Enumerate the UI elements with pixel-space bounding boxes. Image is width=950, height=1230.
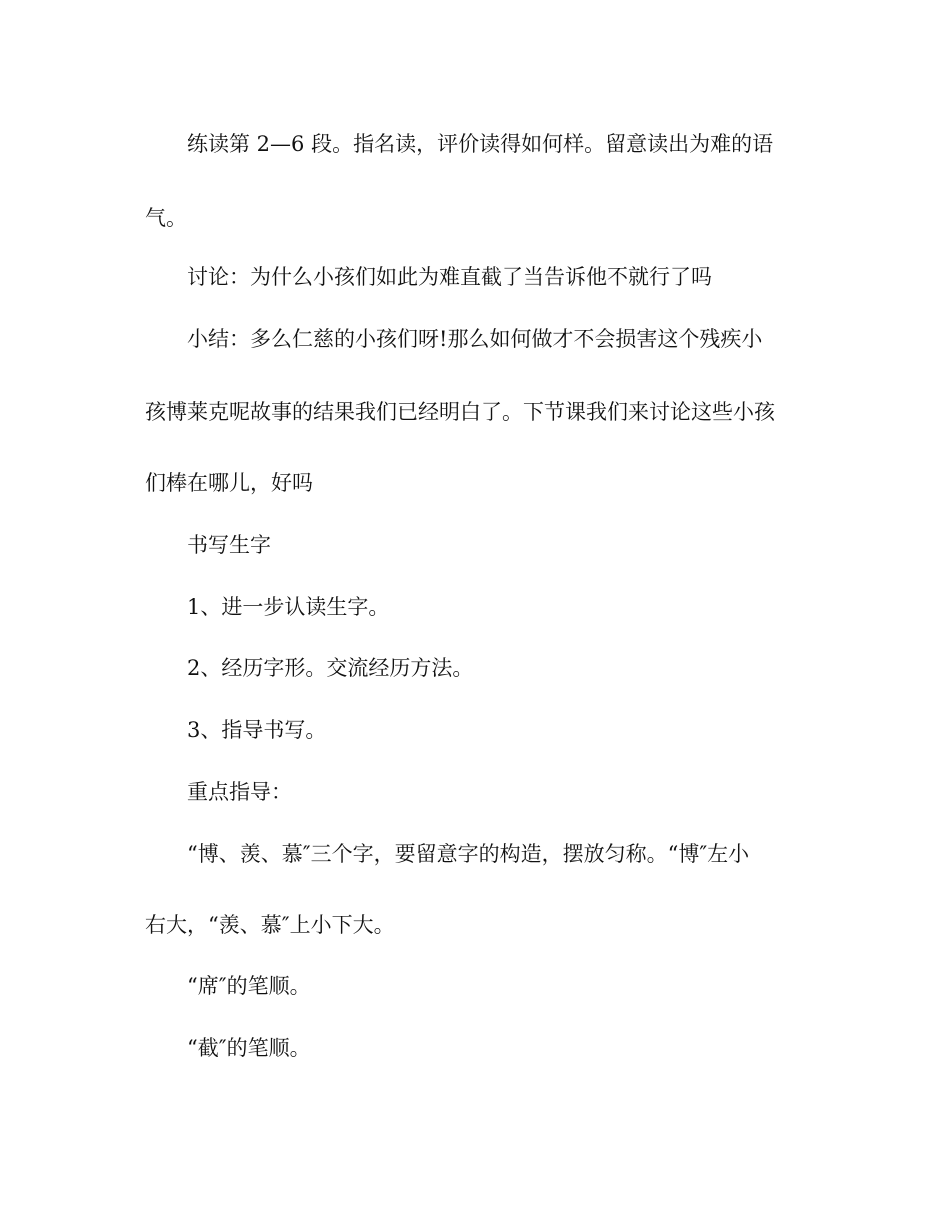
paragraph-line: 练读第 2—6 段。指名读，评价读得如何样。留意读出为难的语 bbox=[187, 132, 774, 156]
paragraph-line: 孩博莱克呢故事的结果我们已经明白了。下节课我们来讨论这些小孩 bbox=[145, 400, 775, 424]
list-item: 3、指导书写。 bbox=[187, 718, 327, 742]
paragraph-line: 重点指导： bbox=[187, 780, 292, 804]
paragraph-line: 右大，“羡、慕″上小下大。 bbox=[145, 913, 395, 937]
list-item: 2、经历字形。交流经历方法。 bbox=[187, 656, 474, 680]
paragraph-line: “席″的笔顺。 bbox=[187, 974, 311, 998]
paragraph-line: “截″的笔顺。 bbox=[187, 1036, 311, 1060]
list-item: 1、进一步认读生字。 bbox=[187, 595, 390, 619]
section-heading: 书写生字 bbox=[187, 533, 271, 557]
paragraph-line: 小结：多么仁慈的小孩们呀!那么如何做才不会损害这个残疾小 bbox=[187, 327, 763, 351]
paragraph-line: 气。 bbox=[145, 206, 187, 230]
paragraph-line: 们棒在哪儿，好吗 bbox=[145, 471, 313, 495]
paragraph-line: 讨论：为什么小孩们如此为难直截了当告诉他不就行了吗 bbox=[187, 265, 712, 289]
paragraph-line: “博、羡、慕″三个字，要留意字的构造，摆放匀称。“博″左小 bbox=[187, 842, 750, 866]
